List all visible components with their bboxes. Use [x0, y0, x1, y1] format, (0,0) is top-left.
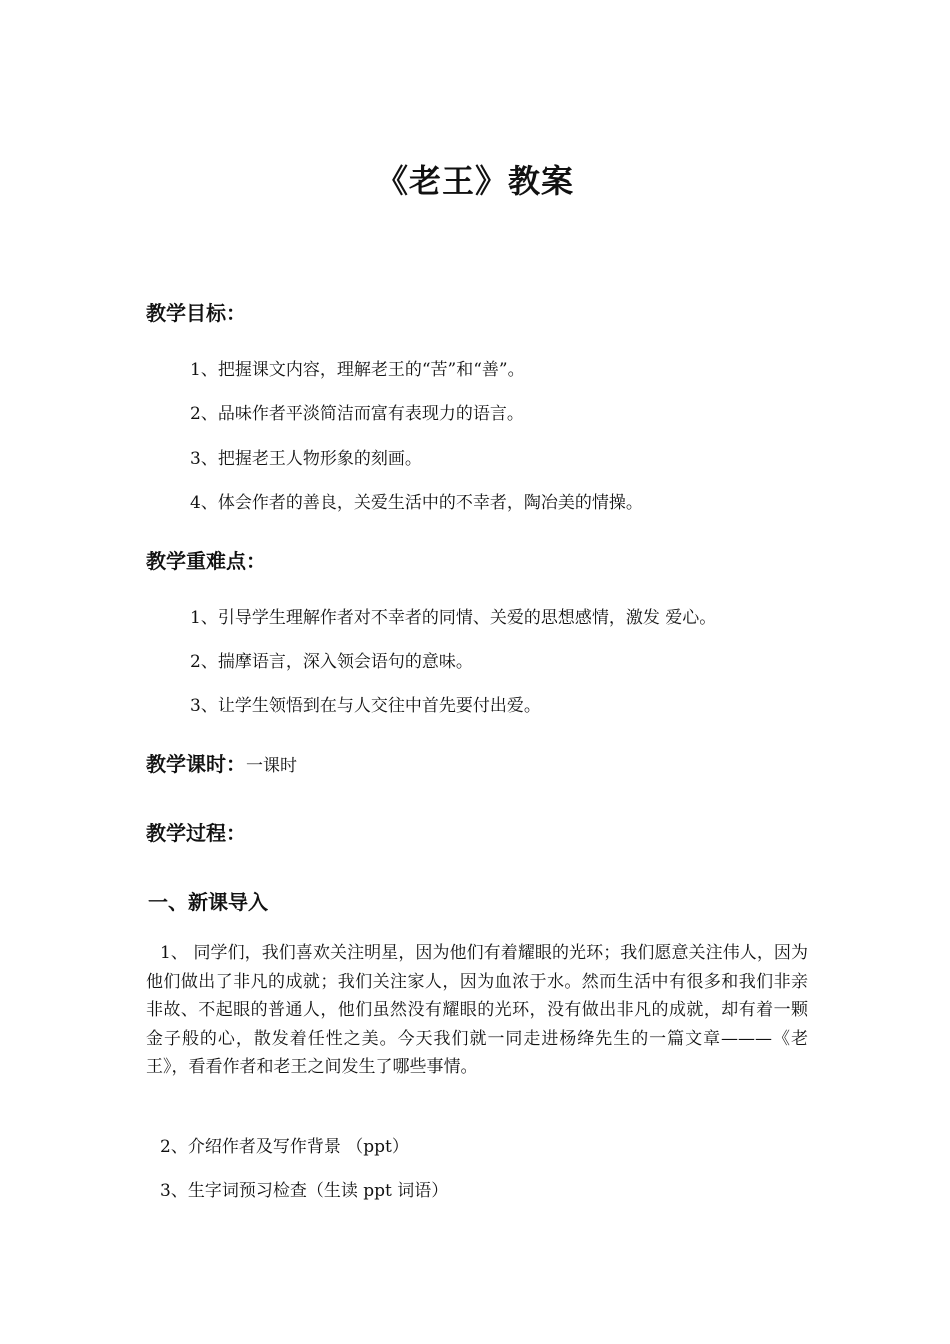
objective-item: 4、体会作者的善良，关爱生活中的不幸者，陶冶美的情操。 [190, 493, 643, 513]
objective-item: 3、把握老王人物形象的刻画。 [190, 449, 422, 469]
class-hours-heading: 教学课时： [146, 752, 246, 776]
intro-item: 2、介绍作者及写作背景 （ppt） [160, 1137, 409, 1157]
key-point-item: 1、引导学生理解作者对不幸者的同情、关爱的思想感情，激发 爱心。 [190, 608, 717, 628]
paragraph-number: 1、 [160, 943, 188, 963]
intro-item: 3、生字词预习检查（生读 ppt 词语） [160, 1181, 449, 1201]
document-title: 《老王》教案 [375, 162, 574, 200]
intro-paragraph [146, 939, 808, 1082]
paragraph-text: 同学们，我们喜欢关注明星，因为他们有着耀眼的光环；我们愿意关注伟人，因为他们做出了非凡的成就；我们关注家人，因为血浓于水。然而生活中有很多和我们非亲非故、不起眼的普通人，他们虽然没有耀眼的光环，没有做出非凡的成就，却有着一颗金子般的心，散发着任性之美。今天我们就一同走进杨绛先生的一篇文章———《老王》，看看作者和老王之间发生了哪些事情。 [146, 943, 808, 1077]
objectives-heading: 教学目标： [146, 301, 246, 325]
class-hours-value: 一课时 [246, 756, 297, 776]
key-point-item: 3、让学生领悟到在与人交往中首先要付出爱。 [190, 696, 541, 716]
class-hours-line [146, 748, 297, 777]
section-heading-intro: 一、新课导入 [148, 890, 268, 914]
key-point-item: 2、揣摩语言，深入领会语句的意味。 [190, 652, 473, 672]
key-points-heading: 教学重难点： [146, 549, 266, 573]
objective-item: 2、品味作者平淡简洁而富有表现力的语言。 [190, 404, 524, 424]
process-heading: 教学过程： [146, 821, 246, 845]
objective-item: 1、把握课文内容，理解老王的“苦”和“善”。 [190, 360, 525, 380]
